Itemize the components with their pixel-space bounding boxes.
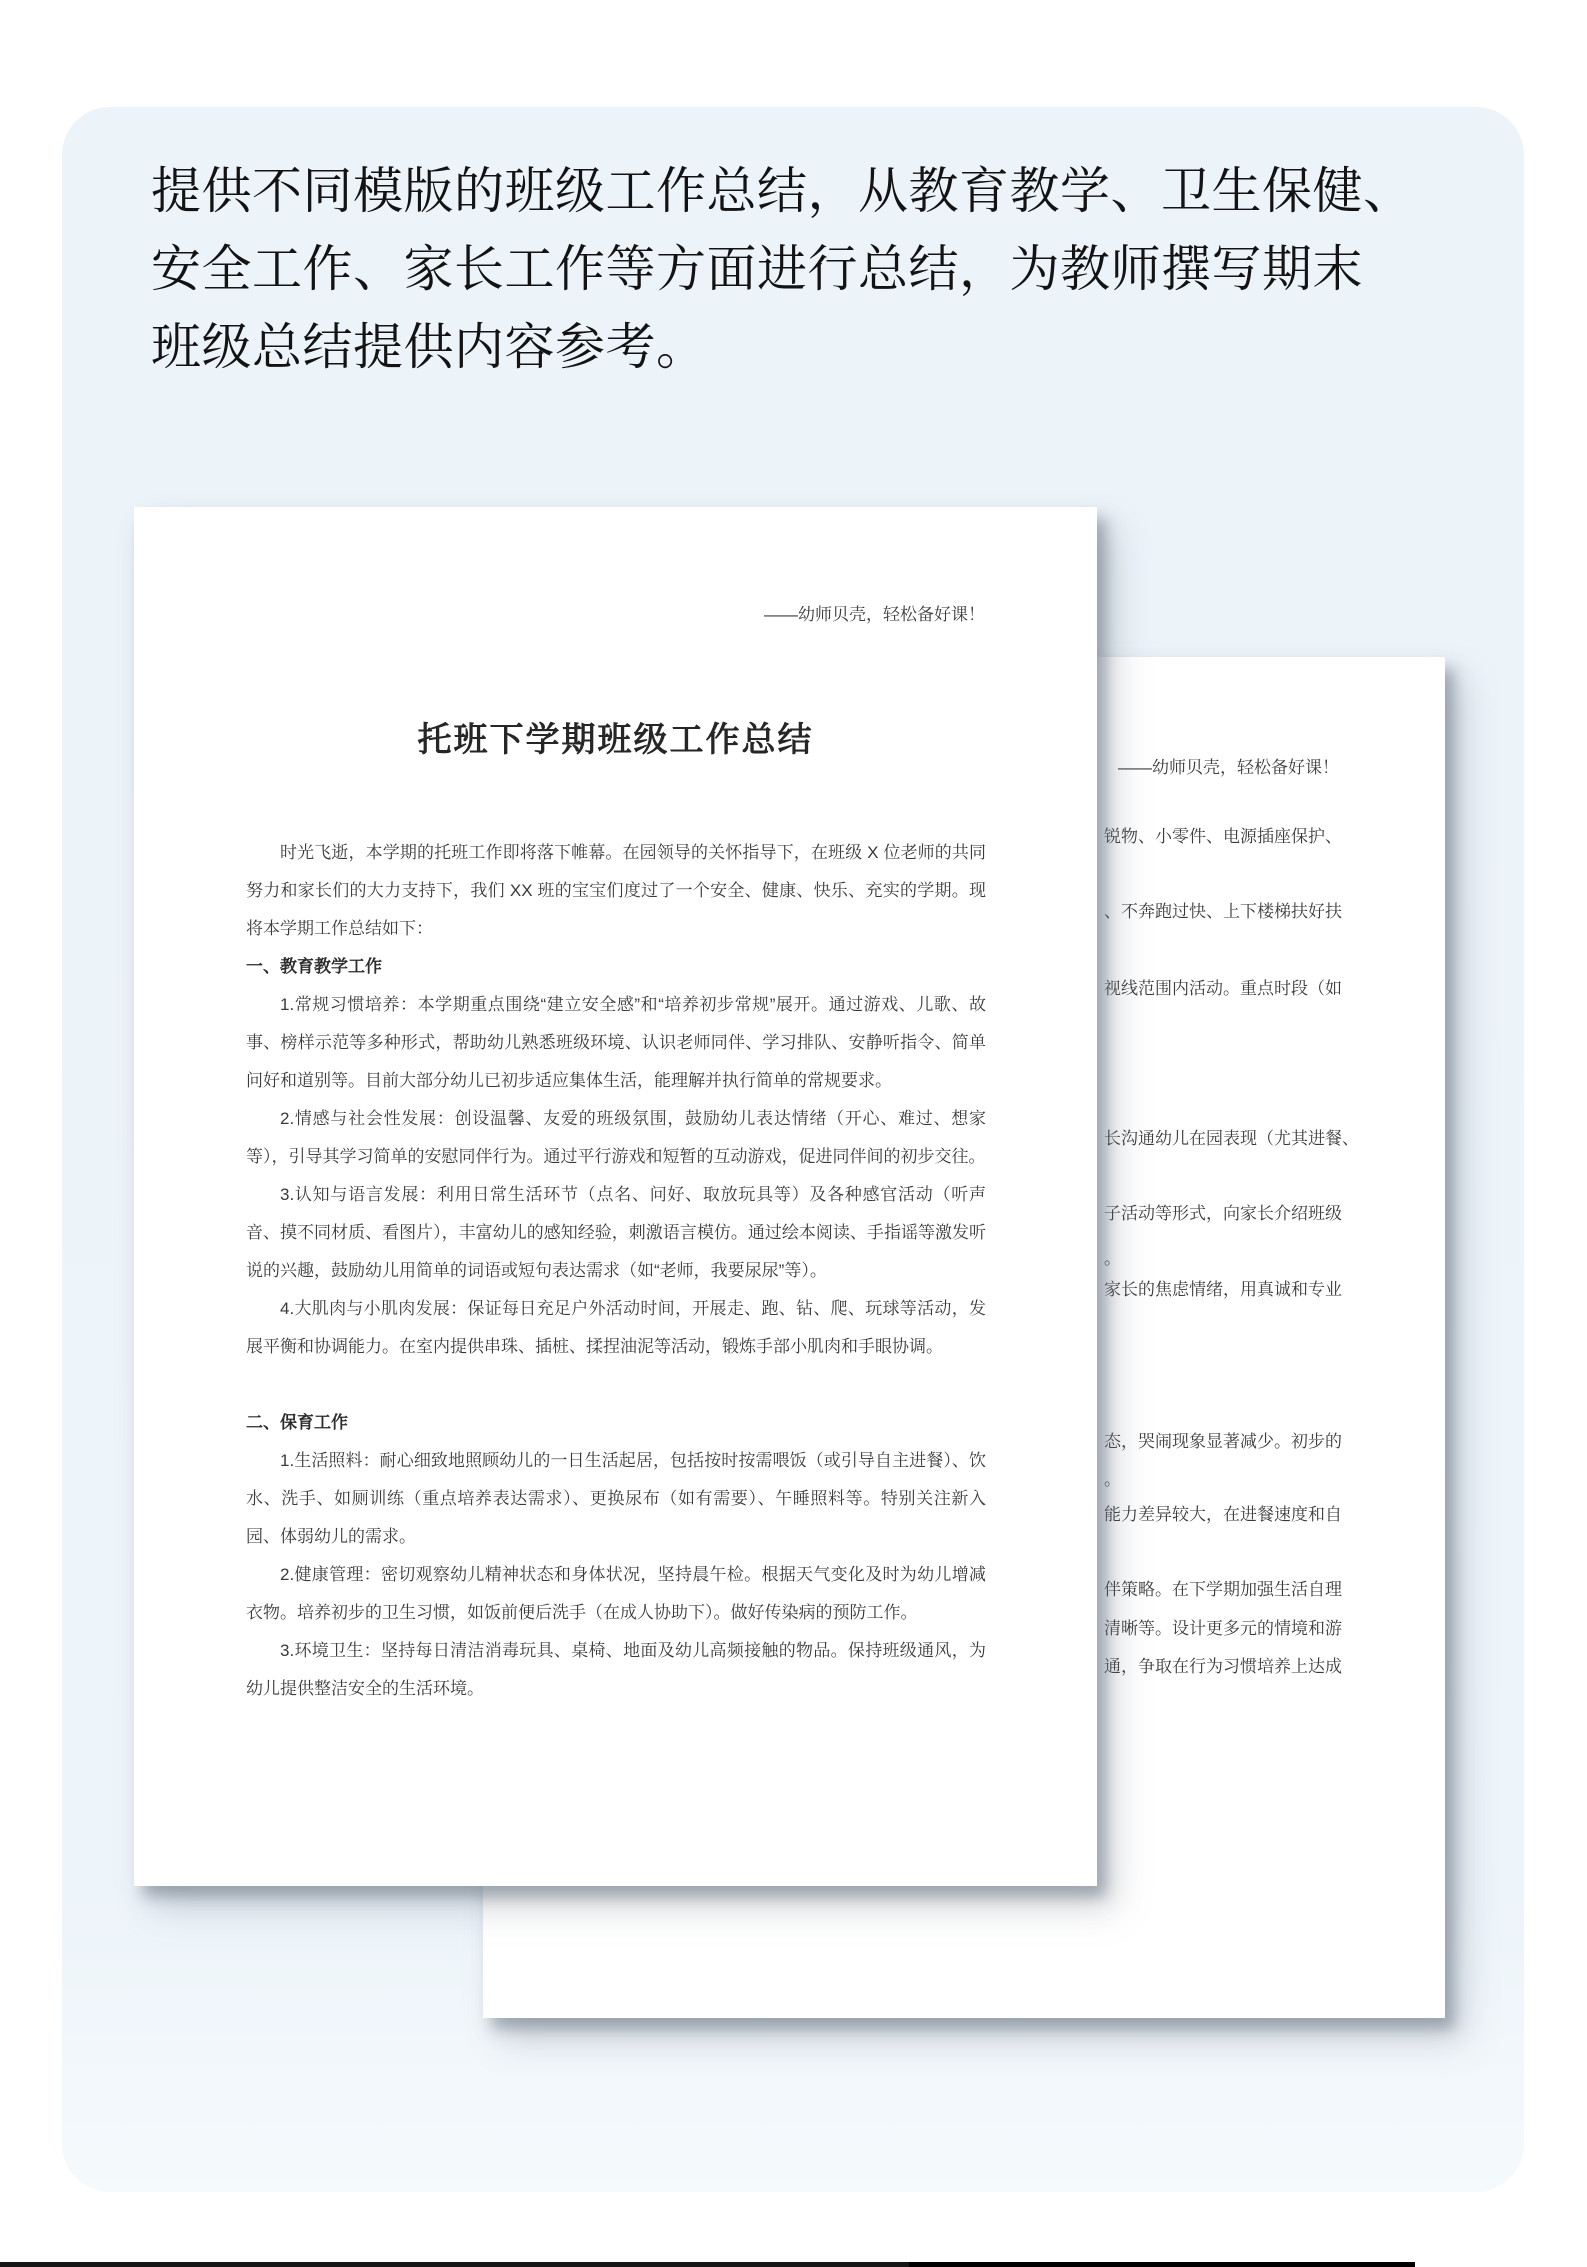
back-page-text-line: 子活动等形式，向家长介绍班级 (1104, 1204, 1342, 1223)
back-page-text-line: 。 (1104, 1249, 1121, 1268)
back-page-text-line: 通，争取在行为习惯培养上达成 (1104, 1657, 1342, 1676)
intro-text (151, 152, 1414, 386)
document-body (246, 834, 986, 1708)
back-page-text-line: 视线范围内活动。重点时段（如 (1104, 979, 1342, 998)
document-paragraph: 2.情感与社会性发展：创设温馨、友爱的班级氛围，鼓励幼儿表达情绪（开心、难过、想家等），引导其学习简单的安慰同伴行为。通过平行游戏和短暂的互动游戏，促进同伴间的初步交往。 (246, 1109, 986, 1166)
back-page-text-line: 清晰等。设计更多元的情境和游 (1104, 1619, 1342, 1638)
back-page-text-line: 、不奔跑过快、上下楼梯扶好扶 (1104, 902, 1342, 921)
document-paragraph: 一、教育教学工作 (246, 957, 382, 976)
back-page-text-line: 锐物、小零件、电源插座保护、 (1104, 827, 1342, 846)
brand-tagline-front: ——幼师贝壳，轻松备好课！ (764, 605, 985, 624)
document-paragraph: 4.大肌肉与小肌肉发展：保证每日充足户外活动时间，开展走、跑、钻、爬、玩球等活动，发展平衡和协调能力。在室内提供串珠、插桩、揉捏油泥等活动，锻炼手部小肌肉和手眼协调。 (246, 1299, 986, 1356)
intro-line: 提供不同模版的班级工作总结，从教育教学、卫生保健、 (151, 163, 1414, 219)
back-page-text-line: 态，哭闹现象显著减少。初步的 (1104, 1432, 1342, 1451)
back-page-text-line: 。 (1104, 1470, 1121, 1489)
document-paragraph: 1.常规习惯培养：本学期重点围绕“建立安全感”和“培养初步常规”展开。通过游戏、儿歌、故事、榜样示范等多种形式，帮助幼儿熟悉班级环境、认识老师同伴、学习排队、安静听指令、简单问好和道别等。目前大部分幼儿已初步适应集体生活，能理解并执行简单的常规要求。 (246, 995, 986, 1090)
document-paragraph: 1.生活照料：耐心细致地照顾幼儿的一日生活起居，包括按时按需喂饭（或引导自主进餐）、饮水、洗手、如厕训练（重点培养表达需求）、更换尿布（如有需要）、午睡照料等。特别关注新入园、体弱幼儿的需求。 (246, 1451, 986, 1546)
document-page-front (134, 507, 1097, 1886)
back-page-text-line: 家长的焦虑情绪，用真诚和专业 (1104, 1280, 1342, 1299)
document-paragraph: 2.健康管理：密切观察幼儿精神状态和身体状况，坚持晨午检。根据天气变化及时为幼儿增减衣物。培养初步的卫生习惯，如饭前便后洗手（在成人协助下）。做好传染病的预防工作。 (246, 1565, 986, 1622)
back-page-text-line: 长沟通幼儿在园表现（尤其进餐、 (1104, 1129, 1359, 1148)
brand-tagline-back: ——幼师贝壳，轻松备好课！ (1118, 758, 1339, 777)
document-paragraph: 二、保育工作 (246, 1413, 348, 1432)
intro-line: 安全工作、家长工作等方面进行总结，为教师撰写期末 (151, 241, 1363, 297)
document-paragraph: 3.认知与语言发展：利用日常生活环节（点名、问好、取放玩具等）及各种感官活动（听声音、摸不同材质、看图片），丰富幼儿的感知经验，刺激语言模仿。通过绘本阅读、手指谣等激发听说的兴趣，鼓励幼儿用简单的词语或短句表达需求（如“老师，我要尿尿”等）。 (246, 1185, 986, 1280)
document-title: 托班下学期班级工作总结 (417, 721, 814, 759)
document-paragraph: 3.环境卫生：坚持每日清洁消毒玩具、桌椅、地面及幼儿高频接触的物品。保持班级通风，为幼儿提供整洁安全的生活环境。 (246, 1641, 986, 1698)
document-paragraph: 时光飞逝，本学期的托班工作即将落下帷幕。在园领导的关怀指导下，在班级 X 位老师的共同努力和家长们的大力支持下，我们 XX 班的宝宝们度过了一个安全、健康、快乐、充实的学期。现将本学期工作总结如下： (246, 843, 986, 938)
back-page-text-line: 伴策略。在下学期加强生活自理 (1104, 1580, 1342, 1599)
intro-line: 班级总结提供内容参考。 (151, 319, 707, 375)
bottom-edge-bar-left (0, 2262, 909, 2267)
back-page-text-line: 能力差异较大，在进餐速度和自 (1104, 1505, 1342, 1524)
bottom-edge-bar-right (909, 2262, 1415, 2267)
